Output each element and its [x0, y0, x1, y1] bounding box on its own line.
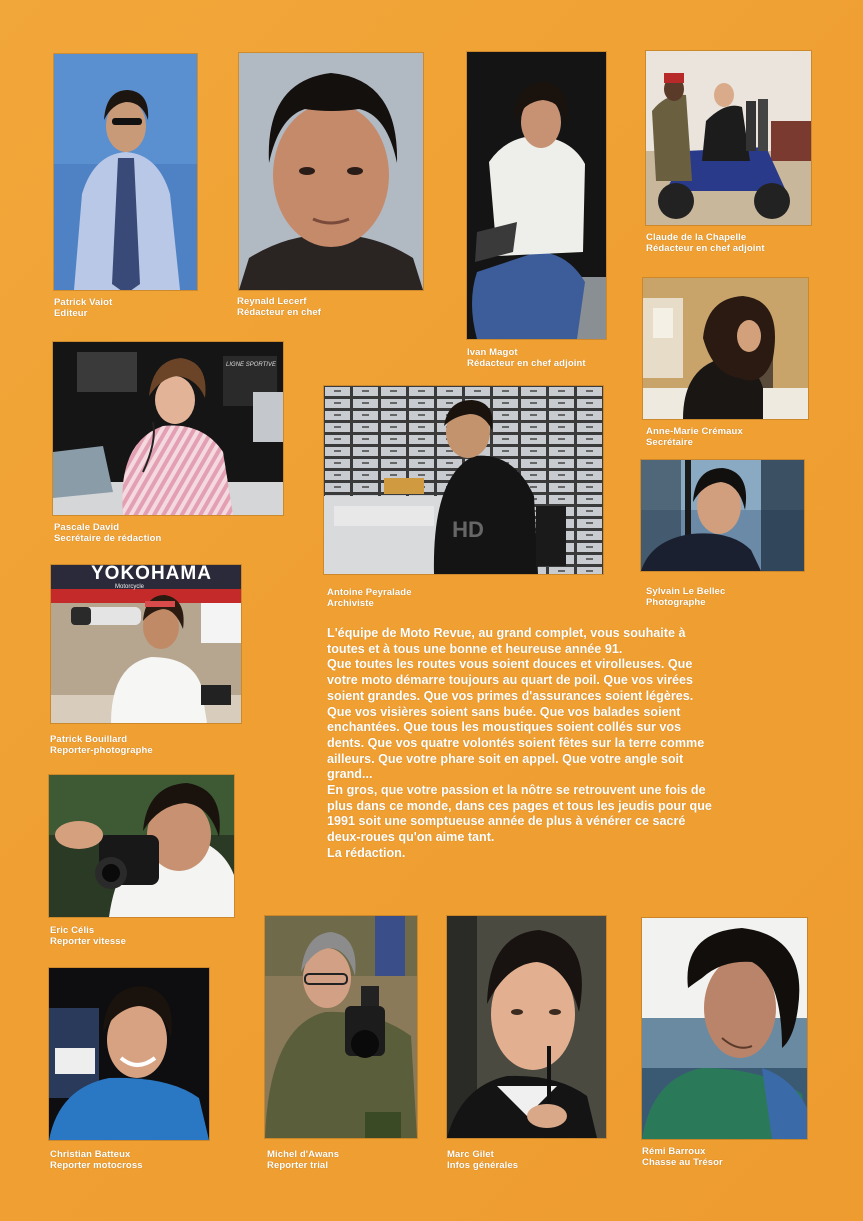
- photo-remi-barroux: [642, 918, 807, 1139]
- photo-sylvain-le-bellec: [641, 460, 804, 571]
- staff-role: Reporter trial: [267, 1160, 329, 1171]
- photo-ivan-magot: [467, 52, 606, 339]
- staff-role: Chasse au Trésor: [642, 1157, 723, 1168]
- staff-role: Reporter-photographe: [50, 745, 153, 756]
- staff-role: Reporter motocross: [50, 1160, 143, 1171]
- message-conclusion: En gros, que votre passion et la nôtre se retrouvent une fois de plus dans ce monde, dans ces pages et tous les jeudis pour que 1991 soit une somptueuse année de plus à vénérer ce sacré deux-roues qu'on aime tant.: [327, 783, 712, 845]
- staff-role: Rédacteur en chef: [237, 307, 322, 318]
- photo-eric-celis: [49, 775, 234, 917]
- staff-name: Rémi Barroux: [642, 1146, 706, 1157]
- staff-name: Patrick Vaiot: [54, 297, 113, 308]
- staff-name: Claude de la Chapelle: [646, 232, 747, 243]
- staff-name: Sylvain Le Bellec: [646, 586, 726, 597]
- message-intro: L'équipe de Moto Revue, au grand complet, vous souhaite à toutes et à tous une bonne et heureuse année 91.: [327, 626, 686, 656]
- photo-pascale-david: [53, 342, 283, 515]
- staff-name: Marc Gilet: [447, 1149, 494, 1160]
- caption-pascale-david: [54, 522, 161, 544]
- caption-eric-celis: [50, 925, 126, 947]
- caption-antoine-peyralade: [327, 587, 412, 609]
- staff-role: Archiviste: [327, 598, 374, 609]
- staff-role: Secrétaire de rédaction: [54, 533, 162, 544]
- caption-remi-barroux: [642, 1146, 723, 1168]
- photo-patrick-vaiot: [54, 54, 197, 290]
- yokohama-sub: Motorcycle: [115, 584, 145, 590]
- poster-text: LIGNE SPORTIVE: [226, 362, 276, 368]
- staff-role: Secrétaire: [646, 437, 693, 448]
- caption-patrick-vaiot: [54, 297, 112, 319]
- caption-patrick-bouillard: [50, 734, 153, 756]
- caption-anne-marie-cremaux: [646, 426, 743, 448]
- caption-michel-dawans: [267, 1149, 339, 1171]
- photo-reynald-lecerf: [239, 53, 423, 290]
- staff-role: Reporter vitesse: [50, 936, 127, 947]
- message-wishes: Que toutes les routes vous soient douces et virolleuses. Que votre moto démarre toujours au quart de poil. Que vos virées soient grandes. Que vos primes d'assurances soient légères. Que vos visières soient sans buée. Que vos balades soient enchantées. Que tous les moustiques soient collés sur vos dents. Que vos quatre volontés soient fêtes sur la terre comme ailleurs. Que votre phare soit en appel. Que votre angle soit grand...: [327, 657, 705, 782]
- photo-claude-de-la-chapelle: [646, 51, 811, 225]
- caption-christian-batteux: [50, 1149, 143, 1171]
- new-year-message: [327, 626, 717, 862]
- caption-sylvain-le-bellec: [646, 586, 725, 608]
- staff-name: Reynald Lecerf: [237, 296, 307, 307]
- staff-role: Rédacteur en chef adjoint: [646, 243, 765, 254]
- caption-ivan-magot: [467, 347, 586, 369]
- staff-name: Michel d'Awans: [267, 1149, 340, 1160]
- photo-patrick-bouillard: [51, 565, 241, 723]
- watermark-text: HD: [452, 517, 484, 542]
- staff-name: Christian Batteux: [50, 1149, 131, 1160]
- staff-name: Anne-Marie Crémaux: [646, 426, 743, 437]
- staff-name: Eric Célis: [50, 925, 95, 936]
- message-signature: La rédaction.: [327, 845, 406, 860]
- staff-name: Pascale David: [54, 522, 120, 533]
- photo-marc-gilet: [447, 916, 606, 1138]
- yokohama-banner: YOKOHAMA: [91, 565, 212, 584]
- photo-christian-batteux: [49, 968, 209, 1140]
- staff-role: Rédacteur en chef adjoint: [467, 358, 586, 369]
- caption-reynald-lecerf: [237, 296, 321, 318]
- caption-marc-gilet: [447, 1149, 518, 1171]
- staff-name: Patrick Bouillard: [50, 734, 128, 745]
- watermark: [425, 510, 511, 596]
- photo-michel-dawans: [265, 916, 417, 1138]
- staff-role: Editeur: [54, 308, 88, 319]
- staff-role: Infos générales: [447, 1160, 519, 1171]
- caption-claude-de-la-chapelle: [646, 232, 765, 254]
- staff-name: Antoine Peyralade: [327, 587, 412, 598]
- staff-name: Ivan Magot: [467, 347, 518, 358]
- staff-role: Photographe: [646, 597, 706, 608]
- photo-anne-marie-cremaux: [643, 278, 808, 419]
